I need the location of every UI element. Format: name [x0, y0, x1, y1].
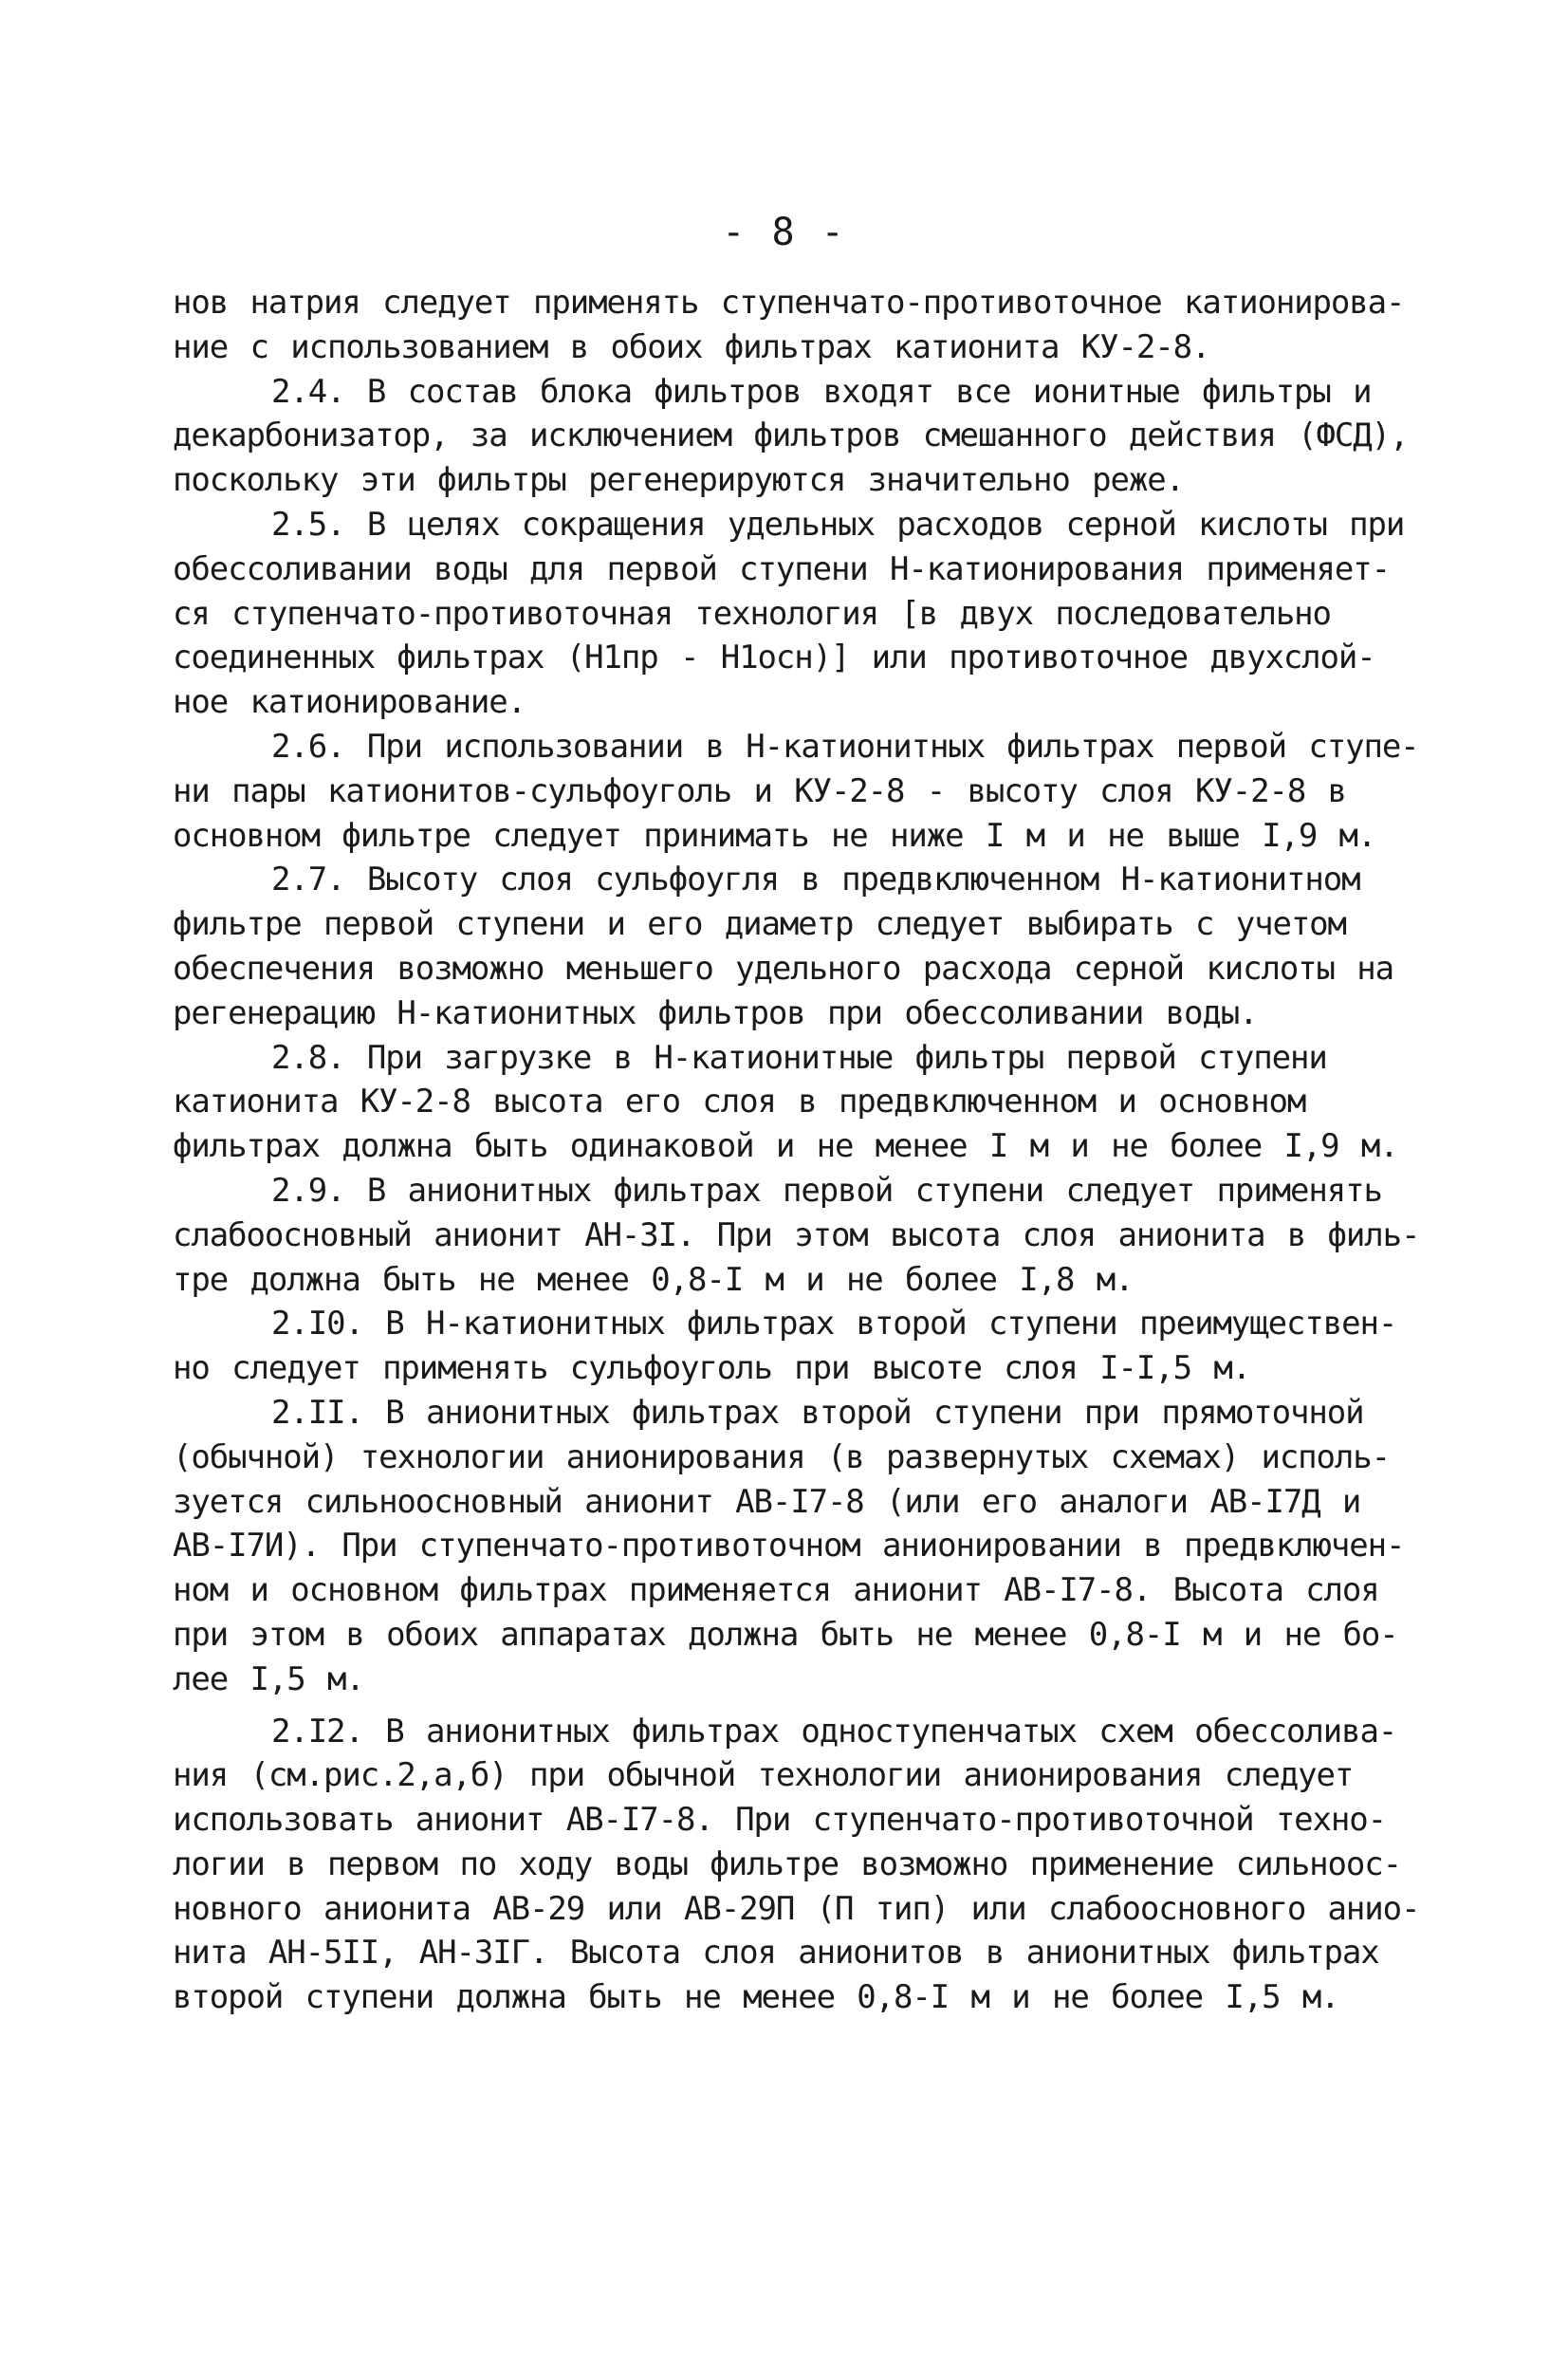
text-line: ние с использованием в обоих фильтрах катионита КУ-2-8.: [173, 327, 1210, 366]
text-line: ни пары катионитов-сульфоуголь и КУ-2-8 - высоту слоя КУ-2-8 в: [173, 771, 1346, 810]
paragraph-2-7-start: 2.7. Высоту слоя сульфоугля в предвключенном Н-катионитном: [271, 861, 1360, 899]
text-line: ном и основном фильтрах применяется анионит АВ-I7-8. Высота слоя: [173, 1571, 1379, 1610]
text-line: обессоливании воды для первой ступени Н-катионирования применяет-: [173, 549, 1391, 588]
text-line: фильтрах должна быть одинаковой и не менее I м и не более I,9 м.: [173, 1127, 1398, 1166]
text-line: регенерацию Н-катионитных фильтров при обессоливании воды.: [173, 993, 1258, 1032]
text-line: второй ступени должна быть не менее 0,8-I м и не более I,5 м.: [173, 1978, 1339, 2017]
text-line: декарбонизатор, за исключением фильтров смешанного действия (ФСД),: [173, 417, 1409, 455]
paragraph-2-4-start: 2.4. В состав блока фильтров входят все ионитные фильтры и: [271, 372, 1372, 411]
text-line: ное катионирование.: [173, 683, 526, 722]
paragraph-2-8-start: 2.8. При загрузке в Н-катионитные фильтры первой ступени: [271, 1038, 1327, 1077]
text-line: слабоосновный анионит АН-3I. При этом высота слоя анионита в филь-: [173, 1215, 1420, 1254]
paragraph-2-11-start: 2.II. В анионитных фильтрах второй ступени при прямоточной: [271, 1393, 1364, 1432]
text-line: катионита КУ-2-8 высота его слоя в предвключенном и основном: [173, 1083, 1306, 1121]
text-line: тре должна быть не менее 0,8-I м и не более I,8 м.: [173, 1260, 1134, 1299]
text-line: АВ-I7И). При ступенчато-противоточном анионировании в предвключен-: [173, 1527, 1405, 1566]
text-line: нов натрия следует применять ступенчато-противоточное катионирова-: [173, 284, 1405, 322]
paragraph-2-6-start: 2.6. При использовании в Н-катионитных фильтрах первой ступе-: [271, 727, 1419, 766]
text-line: поскольку эти фильтры регенерируются значительно реже.: [173, 461, 1184, 500]
paragraph-2-5-start: 2.5. В целях сокращения удельных расходов серной кислоты при: [271, 505, 1405, 544]
text-line: новного анионита АВ-29 или АВ-29П (П тип) или слабоосновного анио-: [173, 1889, 1420, 1928]
text-line: (обычной) технологии анионирования (в развернутых схемах) исполь-: [173, 1437, 1391, 1476]
text-line: при этом в обоих аппаратах должна быть не менее 0,8-I м и не бо-: [173, 1615, 1398, 1654]
page-number: - 8 -: [722, 211, 846, 254]
text-line: ся ступенчато-противоточная технология [в двух последовательно: [173, 594, 1331, 633]
text-line: логии в первом по ходу воды фильтре возможно применение сильноос-: [173, 1844, 1402, 1883]
text-line: ния (см.рис.2,а,б) при обычной технологии анионирования следует: [173, 1756, 1354, 1795]
text-line: соединенных фильтрах (Н1пр - Н1осн)] или противоточное двухслой-: [173, 639, 1375, 677]
text-line: зуется сильноосновный анионит АВ-I7-8 (или его аналоги АВ-I7Д и: [173, 1482, 1361, 1521]
document-body: [173, 281, 1420, 2020]
text-line: но следует применять сульфоуголь при высоте слоя I-I,5 м.: [173, 1349, 1251, 1388]
text-line: использовать анионит АВ-I7-8. При ступенчато-противоточной техно-: [173, 1801, 1387, 1840]
paragraph-2-10-start: 2.I0. В Н-катионитных фильтрах второй ступени преимуществен-: [271, 1305, 1397, 1343]
text-line: основном фильтре следует принимать не ниже I м и не выше I,9 м.: [173, 816, 1376, 855]
text-line: нита АН-5II, АН-3IГ. Высота слоя анионитов в анионитных фильтрах: [173, 1934, 1379, 1973]
text-line: лее I,5 м.: [173, 1659, 364, 1698]
paragraph-2-9-start: 2.9. В анионитных фильтрах первой ступени следует применять: [271, 1171, 1382, 1210]
text-line: фильтре первой ступени и его диаметр следует выбирать с учетом: [173, 905, 1346, 944]
paragraph-2-12-start: 2.I2. В анионитных фильтрах одноступенчатых схем обессолива-: [271, 1712, 1397, 1751]
text-line: обеспечения возможно меньшего удельного расхода серной кислоты на: [173, 949, 1394, 988]
